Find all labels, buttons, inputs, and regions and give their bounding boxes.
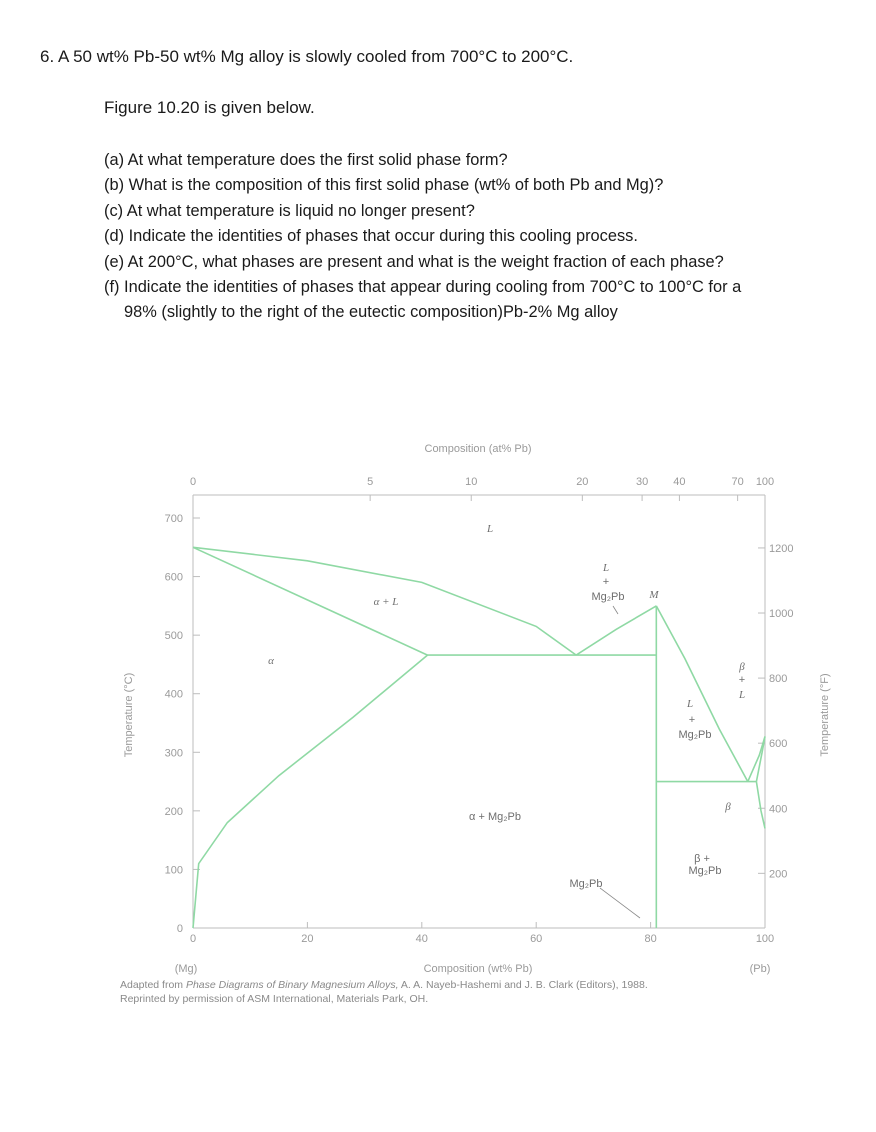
caption-line2: Reprinted by permission of ASM International, Materials Park, OH.	[120, 993, 429, 1005]
figure-caption	[120, 978, 648, 1006]
part-f-line1: (f) Indicate the identities of phases that appear during cooling from 700°C to 100°C for a	[104, 278, 742, 297]
label-beta-plus-mg2pb-bottom: Mg₂Pb	[688, 865, 722, 877]
left-tick-label: 300	[164, 747, 183, 760]
caption-suffix: A. A. Nayeb-Hashemi and J. B. Clark (Editors), 1988.	[398, 979, 648, 991]
left-axis-label: Temperature (°C)	[123, 672, 135, 758]
label-beta-plus-mg2pb-top: β +	[694, 853, 710, 865]
left-ticks	[165, 513, 200, 935]
top-tick-label: 30	[635, 476, 649, 488]
label-plus-upper: +	[602, 576, 610, 588]
label-liquid: L	[486, 523, 494, 535]
top-tick-label: 10	[465, 476, 478, 488]
top-tick-label: 5	[367, 476, 374, 488]
top-ticks	[190, 476, 774, 501]
label-alpha: α	[268, 655, 274, 667]
curve-liquidus-beta	[748, 737, 765, 782]
top-tick-label: 0	[189, 476, 197, 488]
bottom-tick-label: 60	[530, 933, 543, 945]
mg2pb-arrow	[600, 888, 640, 918]
caption-line1	[120, 978, 648, 992]
label-alpha-plus-l: α + L	[373, 596, 399, 608]
curve-liquidus-mg2pb-left	[576, 606, 656, 655]
part-e: (e) At 200°C, what phases are present and what is the weight fraction of each phase?	[104, 252, 724, 271]
bottom-ticks	[190, 922, 774, 945]
left-tick-label: 0	[176, 923, 183, 935]
figure-intro: Figure 10.20 is given below.	[104, 98, 315, 117]
top-tick-label: 40	[673, 476, 686, 488]
right-tick-label: 600	[769, 738, 788, 751]
bottom-tick-label: 0	[189, 933, 197, 945]
label-mg2pb-right: Mg₂Pb	[678, 729, 712, 741]
right-axis-label: Temperature (°F)	[819, 673, 831, 757]
right-tick-label: 800	[769, 673, 788, 686]
pointer-arrows	[600, 606, 640, 918]
bottom-axis-pb-end: (Pb)	[749, 963, 771, 975]
right-tick-label: 400	[769, 803, 788, 816]
label-alpha-plus-mg2pb: α + Mg₂Pb	[469, 811, 521, 823]
right-tick-label: 1000	[769, 608, 794, 621]
right-tick-label: 1200	[769, 542, 794, 555]
label-l-right: L	[686, 698, 694, 710]
part-b: (b) What is the composition of this first solid phase (wt% of both Pb and Mg)?	[104, 176, 664, 195]
label-plus-right: +	[688, 714, 696, 726]
right-ticks	[758, 543, 793, 880]
label-beta: β	[725, 801, 731, 813]
label-beta-plus: +	[738, 674, 746, 686]
top-tick-label: 20	[576, 476, 589, 488]
part-a: (a) At what temperature does the first solid phase form?	[104, 151, 508, 169]
label-beta-l: L	[738, 689, 746, 701]
question-title: 6. A 50 wt% Pb-50 wt% Mg alloy is slowly cooled from 700°C to 200°C.	[40, 47, 574, 66]
top-tick-label: 70	[731, 476, 744, 488]
top-tick-label: 100	[755, 476, 775, 488]
curve-liquidus-mg2pb-right	[656, 606, 748, 782]
m-arrow	[613, 606, 618, 614]
left-tick-label: 200	[164, 805, 183, 818]
curve-solvus-left	[193, 655, 428, 928]
bottom-axis-label: Composition (wt% Pb)	[423, 963, 533, 975]
left-tick-label: 600	[164, 571, 183, 584]
label-beta-upper: β	[739, 661, 745, 673]
right-tick-label: 200	[769, 868, 788, 881]
bottom-axis-mg-end: (Mg)	[174, 963, 198, 975]
label-mg2pb-compound: Mg₂Pb	[569, 878, 603, 890]
part-d: (d) Indicate the identities of phases that occur during this cooling process.	[104, 227, 638, 246]
part-c: (c) At what temperature is liquid no longer present?	[104, 201, 475, 220]
left-tick-label: 700	[164, 513, 183, 525]
bottom-tick-label: 20	[301, 933, 314, 945]
caption-prefix: Adapted from	[120, 979, 186, 991]
label-m-point: M	[649, 589, 659, 601]
top-axis-label: Composition (at% Pb)	[424, 443, 532, 455]
label-mg2pb-upper: Mg₂Pb	[591, 591, 625, 603]
bottom-tick-label: 80	[644, 933, 657, 945]
plot-frame	[193, 495, 765, 928]
left-tick-label: 400	[164, 688, 183, 701]
part-f-line2: 98% (slightly to the right of the eutectic composition)Pb-2% Mg alloy	[124, 303, 618, 322]
left-tick-label: 100	[164, 864, 183, 877]
region-labels	[268, 523, 745, 890]
label-l-upper: L	[602, 562, 610, 574]
curve-solvus-beta	[756, 782, 765, 829]
bottom-tick-label: 100	[755, 933, 775, 945]
left-tick-label: 500	[164, 630, 183, 643]
caption-source-title: Phase Diagrams of Binary Magnesium Alloys,	[185, 979, 399, 991]
bottom-tick-label: 40	[415, 933, 428, 945]
